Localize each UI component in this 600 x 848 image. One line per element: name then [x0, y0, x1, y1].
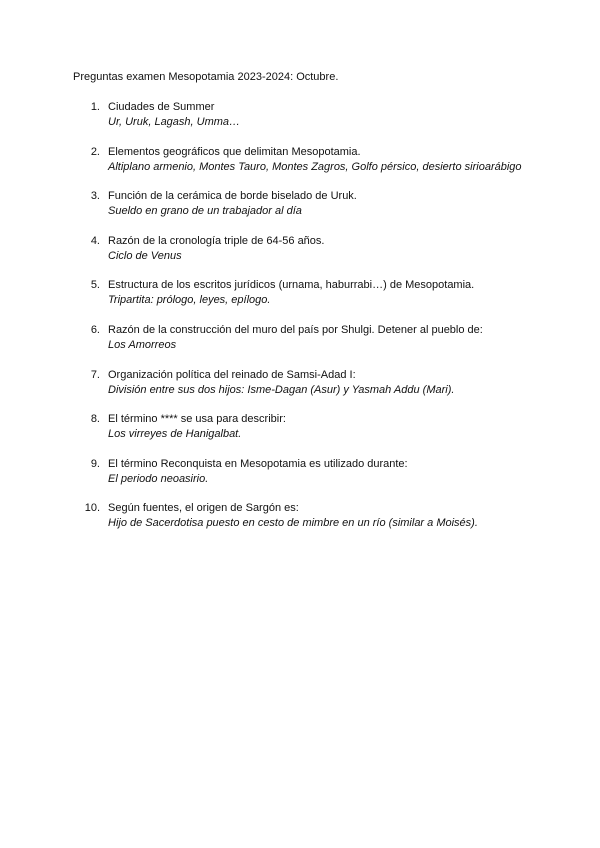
question-number: 8. [90, 413, 100, 426]
question-answer: Ciclo de Venus [108, 249, 182, 262]
question-text: Ciudades de Summer [108, 101, 215, 113]
question-item [0, 369, 600, 414]
question-answer: Ur, Uruk, Lagash, Umma… [108, 116, 241, 128]
question-answer: Los Amorreos [108, 338, 177, 351]
question-item [0, 235, 600, 280]
question-number: 5. [90, 279, 100, 292]
question-text: Función de la cerámica de borde biselado de Uruk. [108, 190, 357, 203]
question-answer: Sueldo en grano de un trabajador al día [108, 205, 302, 218]
question-answer: Hijo de Sacerdotisa puesto en cesto de mimbre en un río (similar a Moisés). [108, 517, 478, 530]
question-number: 10. [84, 502, 100, 515]
question-number: 4. [90, 234, 100, 247]
question-answer: El periodo neoasirio. [108, 472, 209, 485]
question-text: Según fuentes, el origen de Sargón es: [108, 502, 299, 515]
question-number: 3. [90, 190, 100, 203]
question-text: Organización política del reinado de Samsi-Adad I: [108, 368, 356, 381]
question-answer: Tripartita: prólogo, leyes, epílogo. [108, 294, 271, 307]
question-answer: División entre sus dos hijos: Isme-Dagan (Asur) y Yasmah Addu (Mari). [108, 383, 455, 396]
question-number: 2. [90, 145, 100, 158]
question-text: Elementos geográficos que delimitan Mesopotamia. [108, 145, 361, 158]
question-answer: Altiplano armenio, Montes Tauro, Montes Zagros, Golfo pérsico, desierto sirioarábigo [108, 160, 522, 173]
question-text: Estructura de los escritos jurídicos (urnama, haburrabi…) de Mesopotamia. [108, 279, 475, 292]
question-list [0, 101, 600, 547]
question-item [0, 458, 600, 503]
question-item [0, 190, 600, 235]
question-item [0, 324, 600, 369]
question-item [0, 101, 600, 146]
question-item [0, 279, 600, 324]
question-item [0, 146, 600, 191]
document-title: Preguntas examen Mesopotamia 2023-2024: Octubre. [73, 71, 339, 83]
question-number: 9. [90, 457, 100, 470]
question-number: 1. [90, 101, 100, 113]
question-number: 6. [90, 323, 100, 336]
question-text: El término Reconquista en Mesopotamia es utilizado durante: [108, 457, 408, 470]
question-text: Razón de la cronología triple de 64-56 años. [108, 234, 325, 247]
question-answer: Los virreyes de Hanigalbat. [108, 428, 242, 441]
question-number: 7. [90, 368, 100, 381]
question-text: El término **** se usa para describir: [108, 413, 286, 426]
question-text: Razón de la construcción del muro del país por Shulgi. Detener al pueblo de: [108, 323, 483, 336]
question-item [0, 502, 600, 547]
question-item [0, 413, 600, 458]
